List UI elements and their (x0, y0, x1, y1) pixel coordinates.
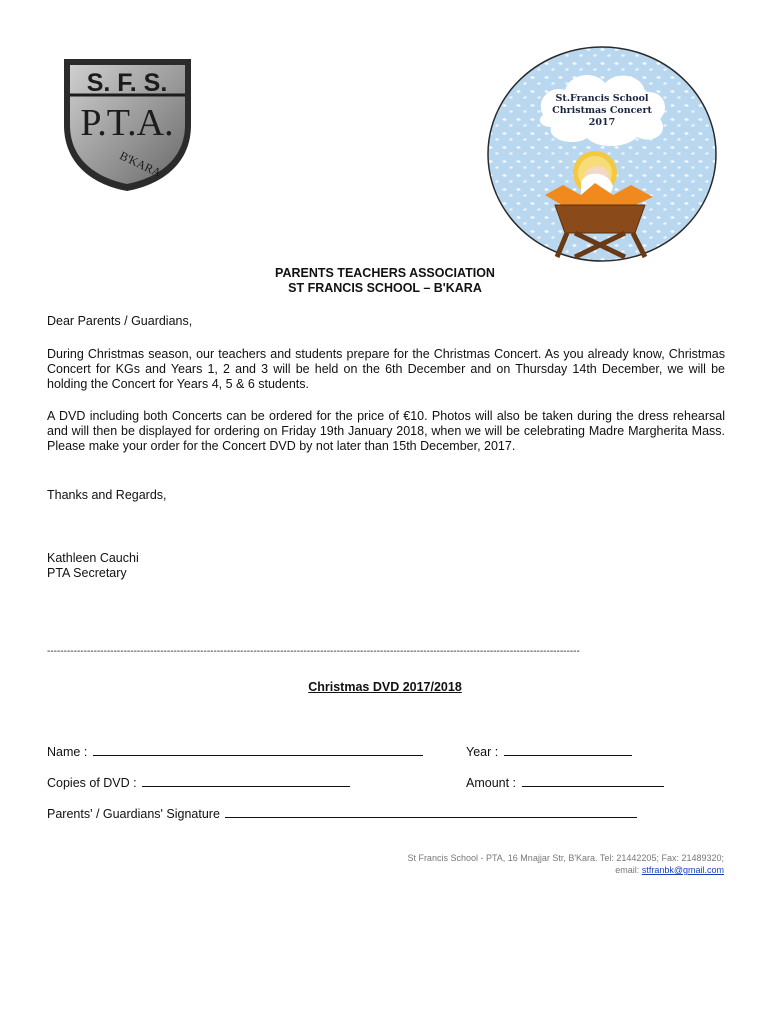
amount-blank-line[interactable] (522, 774, 664, 787)
association-heading: PARENTS TEACHERS ASSOCIATION (275, 266, 495, 280)
amount-field[interactable] (466, 774, 664, 791)
year-label: Year : (466, 745, 499, 759)
badge-line1: St.Francis School (555, 93, 649, 104)
letter-paragraph-1: During Christmas season, our teachers and students prepare for the Christmas Concert. As you already know, Christmas Concert for KGs and Years 1, 2 and 3 will be held on the 6th December and on Thursday 14th December, we will be holding the Concert for Years 4, 5 & 6 students. (47, 347, 725, 391)
signer-name: Kathleen Cauchi (47, 551, 139, 565)
order-form-title: Christmas DVD 2017/2018 (308, 680, 462, 694)
footer-email-link[interactable]: stfranbk@gmail.com (641, 865, 724, 875)
closing: Thanks and Regards, (47, 488, 167, 502)
letter-paragraph-2: A DVD including both Concerts can be ordered for the price of €10. Photos will also be taken during the dress rehearsal and will then be displayed for ordering on Friday 19th January 2018, when we will be celebrating Madre Margherita Mass. Please make your order for the Concert DVD by not later than 15th December, 2017. (47, 409, 725, 453)
copies-label: Copies of DVD : (47, 776, 137, 790)
badge-line3: 2017 (588, 117, 616, 128)
year-blank-line[interactable] (504, 743, 632, 756)
logo-line1: S. F. S. (86, 69, 168, 97)
copies-field[interactable] (47, 774, 350, 791)
name-label: Name : (47, 745, 88, 759)
name-blank-line[interactable] (93, 743, 423, 756)
signature-field[interactable] (47, 805, 637, 822)
footer-email-label: email: (615, 865, 640, 875)
concert-badge (485, 45, 720, 263)
signature-label: Parents' / Guardians' Signature (47, 807, 220, 821)
signer-role: PTA Secretary (47, 566, 127, 580)
signature-blank-line[interactable] (225, 805, 637, 818)
year-field[interactable] (466, 743, 632, 760)
copies-blank-line[interactable] (142, 774, 350, 787)
footer-address: St Francis School - PTA, 16 Mnajjar Str, B'Kara. Tel: 21442205; Fax: 21489320; (407, 853, 724, 863)
name-field[interactable] (47, 743, 423, 760)
badge-line2: Christmas Concert (552, 105, 652, 116)
cut-line: ---------------------------------------------------------------------------------------------------------------------------------------------------------------- (47, 646, 580, 657)
school-heading: ST FRANCIS SCHOOL – B'KARA (288, 281, 482, 295)
logo-arc-text: B'KARA (117, 148, 164, 180)
logo-line2: P.T.A. (80, 102, 174, 144)
amount-label: Amount : (466, 776, 517, 790)
pta-shield-logo (60, 55, 195, 195)
footer-contact (304, 852, 724, 876)
salutation: Dear Parents / Guardians, (47, 314, 193, 328)
